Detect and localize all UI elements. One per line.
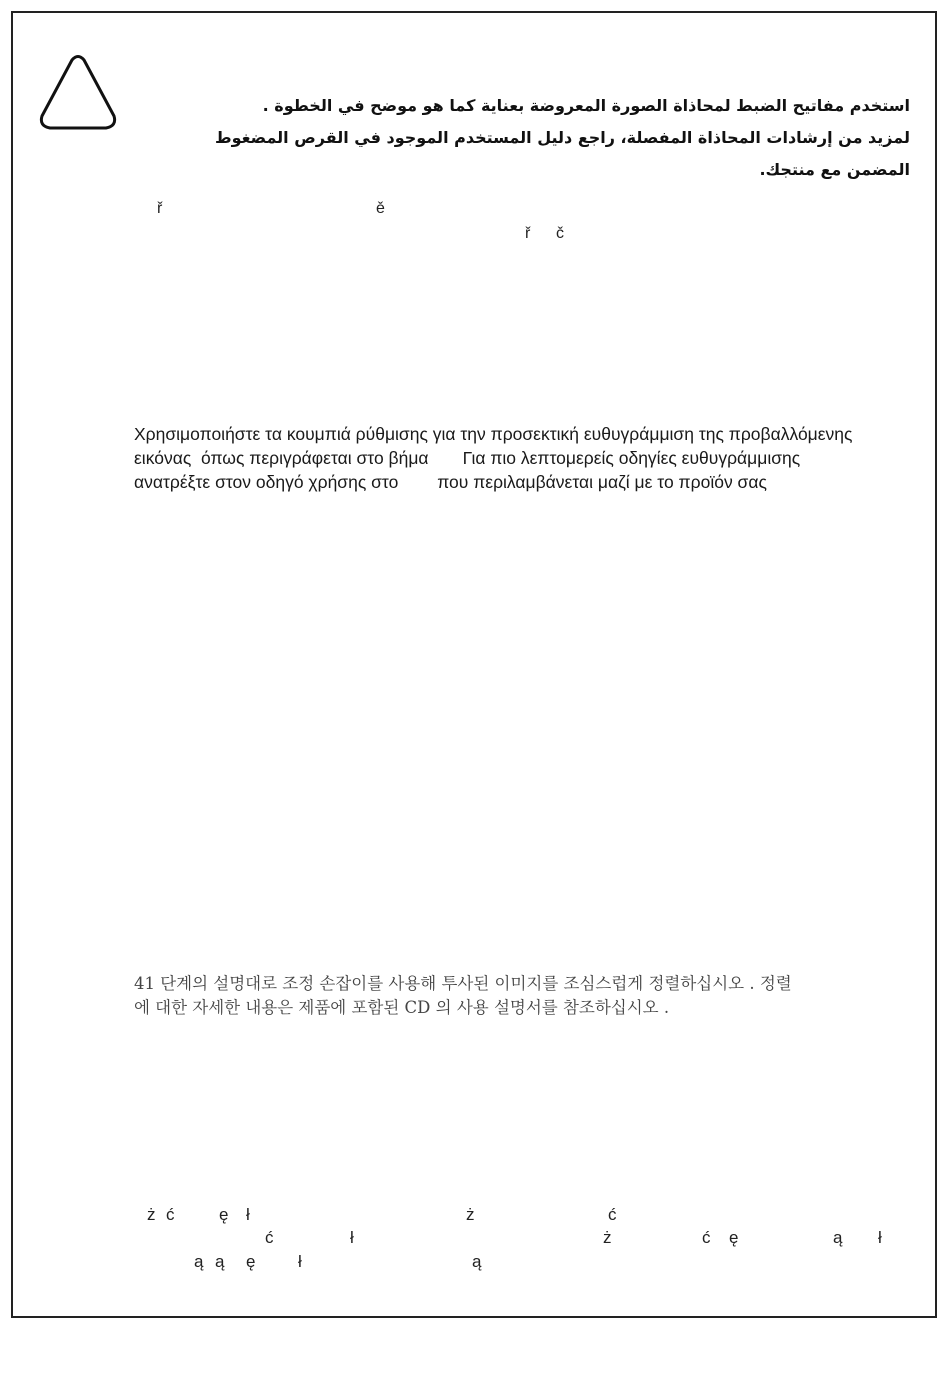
czech-fragment: ř: [525, 225, 531, 242]
polish-fragment: ł: [298, 1252, 302, 1271]
polish-fragment: ż: [603, 1228, 612, 1247]
korean-instructions: [134, 972, 934, 1020]
polish-fragment: ą: [472, 1252, 482, 1271]
czech-fragment: ě: [376, 200, 385, 217]
polish-fragment: ć: [608, 1205, 617, 1224]
greek-line-1: Χρησιμοποιήστε τα κουμπιά ρύθμισης για την προσεκτική ευθυγράμμιση της προβαλλόμενης: [134, 424, 853, 444]
polish-fragment: ć: [702, 1228, 711, 1247]
arabic-line-2: لمزيد من إرشادات المحاذاة المفصلة، راجع دليل المستخدم الموجود في القرص المضغوط: [215, 128, 910, 147]
polish-fragment: ę: [219, 1205, 229, 1224]
polish-fragment: ł: [350, 1228, 354, 1247]
polish-fragment: ć: [265, 1228, 274, 1247]
greek-line-3: ανατρέξτε στον οδηγό χρήσης στο που περιλαμβάνεται μαζί με το προϊόν σας: [134, 472, 767, 492]
polish-fragment: ą: [215, 1252, 225, 1271]
polish-fragment: ż: [147, 1205, 156, 1224]
polish-fragment: ę: [246, 1252, 256, 1271]
czech-instructions: [0, 0, 950, 260]
polish-fragment: ę: [729, 1228, 739, 1247]
korean-line-1: 41 단계의 설명대로 조정 손잡이를 사용해 투사된 이미지를 조심스럽게 정렬하십시오 . 정렬: [134, 974, 792, 993]
korean-line-2: 에 대한 자세한 내용은 제품에 포함된 CD 의 사용 설명서를 참조하십시오 .: [134, 998, 670, 1017]
arabic-line-3: المضمن مع منتجك.: [759, 160, 910, 179]
greek-line-2: εικόνας όπως περιγράφεται στο βήμα Για πιο λεπτομερείς οδηγίες ευθυγράμμισης: [134, 448, 801, 468]
czech-fragment: ř: [157, 200, 163, 217]
polish-fragment: ł: [878, 1228, 882, 1247]
polish-fragment: ą: [833, 1228, 843, 1247]
czech-fragment: č: [556, 225, 564, 242]
arabic-line-1: استخدم مفاتيح الضبط لمحاذاة الصورة المعروضة بعناية كما هو موضح في الخطوة .: [262, 96, 910, 115]
polish-fragment: ć: [166, 1205, 175, 1224]
greek-instructions: [134, 422, 934, 494]
polish-fragment: ą: [194, 1252, 204, 1271]
polish-fragment: ż: [466, 1205, 475, 1224]
polish-fragment: ł: [246, 1205, 250, 1224]
